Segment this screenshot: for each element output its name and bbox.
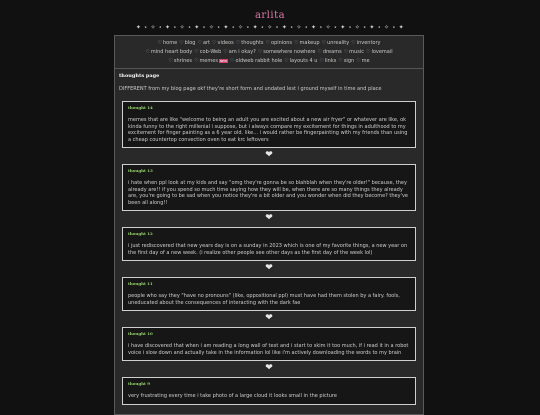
nav-link-unreality[interactable] bbox=[322, 39, 350, 48]
heart-icon: ♡ bbox=[230, 58, 235, 64]
content-area bbox=[115, 69, 423, 405]
nav-link-label: unreality bbox=[327, 40, 350, 46]
heart-icon: ♡ bbox=[343, 49, 349, 55]
heart-icon: ♡ bbox=[212, 40, 217, 46]
heart-icon: ♡ bbox=[338, 58, 343, 64]
heart-icon: ♡ bbox=[168, 58, 173, 64]
nav-link-memes[interactable] bbox=[194, 57, 228, 66]
thought-post bbox=[122, 227, 416, 261]
nav-link-label: home bbox=[162, 40, 178, 46]
nav-link-label: inventory bbox=[356, 40, 381, 46]
nav-link-label: music bbox=[349, 49, 364, 55]
nav-link-shrines[interactable] bbox=[168, 57, 192, 66]
nav-link-label: links bbox=[324, 58, 337, 64]
heart-icon: ♡ bbox=[235, 40, 241, 46]
nav-link-somewhere-nowhere[interactable] bbox=[258, 48, 316, 57]
nav-link-label: lovemail bbox=[371, 49, 393, 55]
nav-link-label: mind heart body bbox=[150, 49, 193, 55]
page-title: thoughts page bbox=[119, 73, 160, 79]
post-body: i have discovered that when i am reading a long wall of text and i start to skim it too much, if i read it in a robot voice i slow down and actually take in the information lol like i'm actively downloading the words to my brain bbox=[128, 343, 409, 356]
site-title: arlita bbox=[254, 10, 286, 21]
thought-post bbox=[122, 101, 416, 148]
post-title: thought 12 bbox=[128, 231, 153, 236]
heart-icon: ♡ bbox=[257, 49, 263, 55]
post-body: very frustrating every time i take photo of a large cloud it looks small in the picture bbox=[128, 393, 337, 399]
post-title: thought 14 bbox=[128, 105, 153, 110]
heart-divider-icon: ❤ bbox=[265, 150, 273, 160]
nav-link-label: me bbox=[361, 58, 370, 64]
nav-link-label: sign bbox=[343, 58, 355, 64]
heart-icon: ♡ bbox=[294, 40, 299, 46]
nav-row bbox=[119, 57, 419, 66]
nav-link-label: somewhere nowhere bbox=[263, 49, 316, 55]
post-title: thought 11 bbox=[128, 281, 153, 286]
heart-icon: ♡ bbox=[194, 49, 199, 55]
post-body: i hate when ppl look at my kids and say "omg they're gonna be so blahblah when they're older!" because, they already are!! if you spend so much time saying how they will be, when there are so many things they already are, you're going to be sad when you notice they're a bit older and you wonder when did they become? they've been all along!! bbox=[128, 180, 408, 206]
nav-link-label: opinions bbox=[271, 40, 293, 46]
nav-link-label: oldweb rabbit hole bbox=[235, 58, 283, 64]
new-badge: NEW bbox=[219, 58, 228, 63]
heart-icon: ♡ bbox=[145, 49, 150, 55]
heart-icon: ♡ bbox=[321, 40, 327, 46]
nav-link-label: dreams bbox=[322, 49, 342, 55]
nav-link-label: makeup bbox=[299, 40, 320, 46]
nav-link-label: blog bbox=[184, 40, 196, 46]
heart-icon: ♡ bbox=[157, 40, 162, 46]
nav-link-music[interactable] bbox=[344, 48, 364, 57]
heart-icon: ♡ bbox=[365, 49, 371, 55]
nav-link-makeup[interactable] bbox=[294, 39, 320, 48]
post-title: thought 9 bbox=[128, 381, 151, 386]
heart-icon: ♡ bbox=[197, 40, 202, 46]
heart-divider-icon: ❤ bbox=[265, 263, 273, 273]
post-body: people who say they "have no pronouns" (like, oppositional ppl) must have had them stolen by a fairy. fools, uneducated about the consequences of interacting with the dark fae bbox=[128, 293, 400, 306]
main-frame bbox=[114, 35, 424, 415]
nav-link-label: memes bbox=[199, 58, 218, 64]
nav-link-oldweb-rabbit-hole[interactable] bbox=[230, 57, 282, 66]
nav-link-label: layouts 4 u bbox=[289, 58, 318, 64]
nav-row bbox=[119, 39, 419, 48]
thought-post bbox=[122, 164, 416, 211]
thought-post bbox=[122, 327, 416, 361]
nav-row bbox=[119, 48, 419, 57]
nav-link-blog[interactable] bbox=[179, 39, 195, 48]
nav-link-inventory[interactable] bbox=[351, 39, 380, 48]
heart-icon: ♡ bbox=[179, 40, 184, 46]
post-title: thought 10 bbox=[128, 331, 153, 336]
nav-link-label: shrines bbox=[173, 58, 192, 64]
heart-icon: ♡ bbox=[284, 58, 289, 64]
heart-icon: ♡ bbox=[351, 40, 356, 46]
heart-icon: ♡ bbox=[356, 58, 361, 64]
heart-divider-icon: ❤ bbox=[265, 213, 273, 223]
nav-link-label: thoughts bbox=[241, 40, 264, 46]
nav-link-me[interactable] bbox=[356, 57, 369, 66]
nav-link-lovemail[interactable] bbox=[366, 48, 393, 57]
nav-link-label: art bbox=[202, 40, 211, 46]
heart-icon: ♡ bbox=[223, 49, 228, 55]
nav-link-home[interactable] bbox=[158, 39, 178, 48]
nav-link-cob-web[interactable] bbox=[194, 48, 221, 57]
nav-link-layouts-4-u[interactable] bbox=[284, 57, 317, 66]
nav-link-videos[interactable] bbox=[212, 39, 234, 48]
nav-link-sign[interactable] bbox=[338, 57, 354, 66]
post-title: thought 13 bbox=[128, 168, 153, 173]
nav-link-label: videos bbox=[217, 40, 234, 46]
heart-divider-icon: ❤ bbox=[265, 313, 273, 323]
page-description: DIFFERENT from my blog page okf they're short form and undated lest i ground myself in time and place bbox=[119, 86, 382, 92]
nav-link-dreams[interactable] bbox=[317, 48, 341, 57]
heart-icon: ♡ bbox=[317, 49, 322, 55]
nav-link-thoughts[interactable] bbox=[236, 39, 264, 48]
thought-post bbox=[122, 377, 416, 405]
nav-link-opinions[interactable] bbox=[266, 39, 293, 48]
sparkle-border: ✦ ⋆ ✧ ⋆ ✦ ⋆ ✧ ⋆ ✦ ⋆ ✧ ⋆ ✦ ⋆ ✧ ⋆ ✦ ⋆ ✧ ⋆ ✦ ⋆ ✧ ⋆ ✦ ⋆ ✧ ⋆ ✦ ⋆ ✧ ⋆ ✦ ⋆ ✧ ⋆ ✦ bbox=[135, 24, 405, 31]
thought-post bbox=[122, 277, 416, 311]
nav-link-label: cob-Web bbox=[199, 49, 222, 55]
nav-menu bbox=[115, 36, 423, 69]
nav-link-art[interactable] bbox=[197, 39, 210, 48]
post-body: memes that are like "welcome to being an adult you are excited about a new air fryer" or whatever are like, ok kinda funny to the right millenial i suppose, but i always compare my excitement for things in adulthood to my excitement for finger painting as a 6 year old. like... i would rather be fingerpainting with my friends than using a cheap countertop convection oven to eat krc leftovers bbox=[128, 117, 408, 143]
heart-icon: ♡ bbox=[193, 58, 199, 64]
heart-icon: ♡ bbox=[319, 58, 324, 64]
nav-link-links[interactable] bbox=[319, 57, 336, 66]
nav-link-am-i-okay[interactable] bbox=[223, 48, 256, 57]
heart-icon: ♡ bbox=[265, 40, 271, 46]
post-body: i just rediscovered that new years day is on a sunday in 2023 which is one of my favorite things, a new year on the first day of a new week. (i realize other people see other days as the first day of the week lol) bbox=[128, 243, 408, 256]
heart-divider-icon: ❤ bbox=[265, 363, 273, 373]
nav-link-mind-heart-body[interactable] bbox=[145, 48, 192, 57]
nav-link-label: am i okay? bbox=[228, 49, 256, 55]
post-list bbox=[119, 101, 419, 405]
